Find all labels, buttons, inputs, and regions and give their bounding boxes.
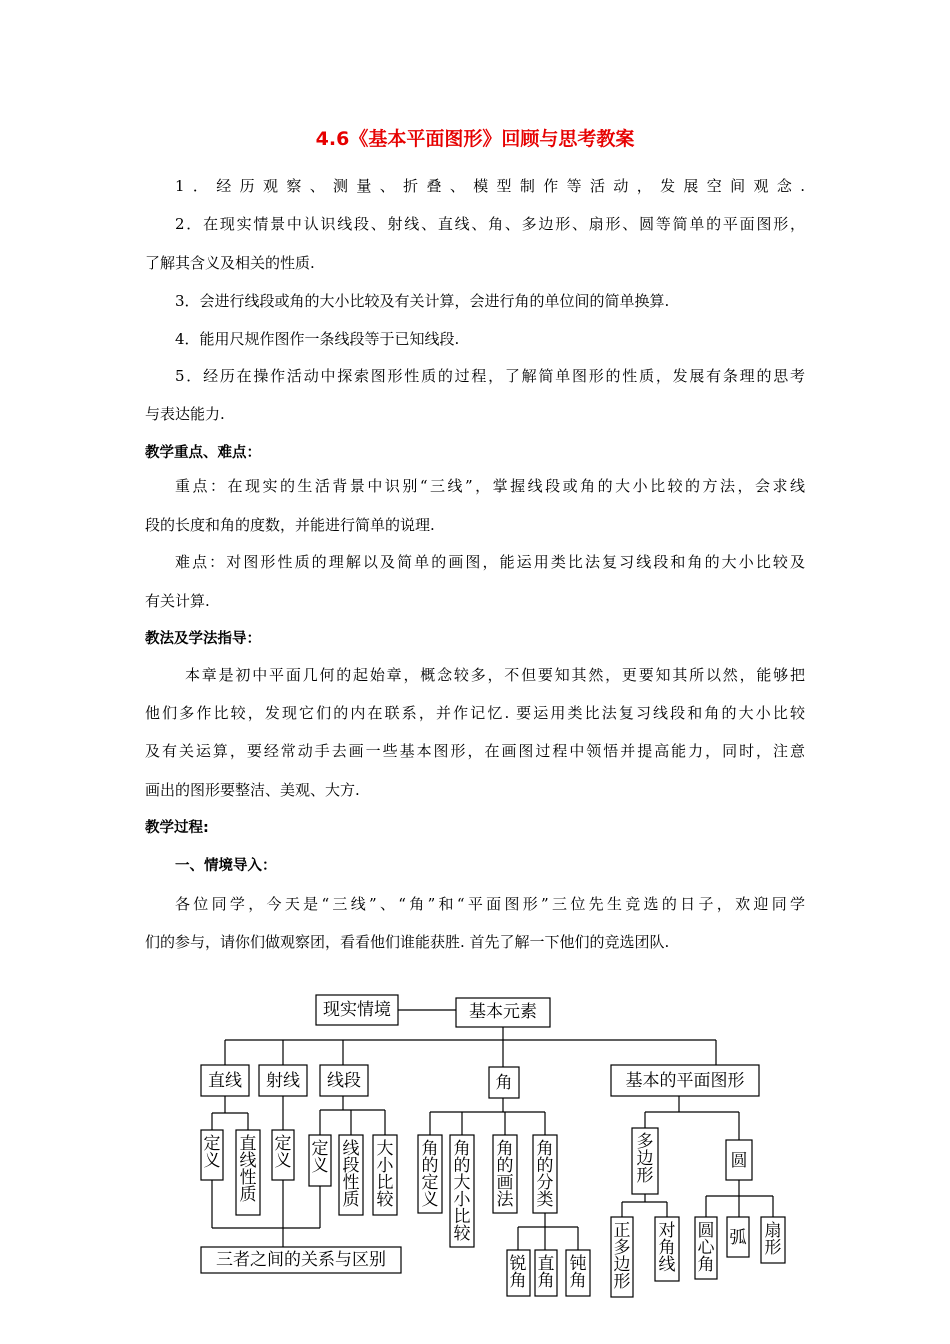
diagram-node-right: 直角 [537,1254,555,1291]
diagram-node-angle: 角 [495,1073,513,1093]
diagram-node-arc: 弧 [729,1228,747,1248]
diagram-node-def-ray: 定义 [274,1134,292,1171]
diagram-node-angle-class: 角的分类 [536,1139,554,1210]
diagram-node-angle-compare: 角的大小比较 [453,1139,471,1244]
objective-5: 5．经历在操作活动中探索图形性质的过程，了解简单图形的性质，发展有条理的思考 [175,367,805,385]
diagram-node-relations: 三者之间的关系与区别 [216,1250,386,1270]
diagram-node-line: 直线 [208,1071,242,1091]
methods-line-1: 本章是初中平面几何的起始章，概念较多，不但要知其然，更要知其所以然，能够把 [185,666,805,684]
objective-3: 3．会进行线段或角的大小比较及有关计算，会进行角的单位间的简单换算. [175,292,670,310]
diagram-node-basic-elements: 基本元素 [469,1002,537,1022]
diagram-node-polygon: 多边形 [636,1132,654,1186]
diagram-node-diagonal: 对角线 [658,1221,676,1275]
focus-line-1: 重点：在现实的生活背景中识别“三线”，掌握线段或角的大小比较的方法，会求线 [175,477,805,495]
intro-line-2: 们的参与，请你们做观察团，看看他们谁能获胜. 首先了解一下他们的竞选团队. [145,933,670,951]
process-heading: 教学过程: [145,820,209,836]
diagram-node-circle: 圆 [730,1151,748,1171]
diagram-node-reality: 现实情境 [323,1000,391,1020]
diagram-node-def-segment: 定义 [311,1139,329,1176]
objective-2: 2．在现实情景中认识线段、射线、直线、角、多边形、扇形、圆等简单的平面图形， [175,215,805,233]
objective-4: 4．能用尺规作图作一条线段等于已知线段. [175,330,460,348]
diagram-node-angle-draw: 角的画法 [496,1139,514,1210]
section-heading-1: 一、情境导入： [175,858,277,874]
methods-heading: 教法及学法指导： [145,631,261,647]
difficulty-line-2: 有关计算. [145,592,210,610]
diagram-node-angle-def: 角的定义 [421,1139,439,1210]
diagram-node-regular-polygon: 正多边形 [613,1221,631,1292]
objective-2-cont: 了解其含义及相关的性质. [145,254,315,272]
key-points-heading: 教学重点、难点： [145,445,261,461]
diagram-node-central-angle: 圆心角 [697,1221,715,1275]
intro-line-1: 各位同学，今天是“三线”、“角”和“平面图形”三位先生竞选的日子，欢迎同学 [175,895,805,913]
methods-line-4: 画出的图形要整洁、美观、大方. [145,781,360,799]
difficulty-line-1: 难点：对图形性质的理解以及简单的画图，能运用类比法复习线段和角的大小比较及 [175,553,805,571]
diagram-node-sector: 扇形 [764,1221,782,1258]
diagram-node-line-property: 直线性质 [239,1134,257,1205]
diagram-node-def-line: 定义 [203,1134,221,1171]
diagram-node-acute: 锐角 [509,1254,527,1291]
diagram-node-segment-property: 线段性质 [342,1139,360,1210]
diagram-node-ray: 射线 [266,1071,300,1091]
diagram-node-size-compare: 大小比较 [376,1139,394,1210]
diagram-node-obtuse: 钝角 [569,1254,587,1291]
methods-line-2: 他们多作比较，发现它们的内在联系，并作记忆. 要运用类比法复习线段和角的大小比较 [145,704,805,722]
diagram-node-basic-plane-figures: 基本的平面图形 [625,1071,745,1091]
objective-1: 1．经历观察、测量、折叠、模型制作等活动，发展空间观念. [175,177,805,195]
methods-line-3: 及有关运算，要经常动手去画一些基本图形，在画图过程中领悟并提高能力，同时，注意 [145,742,805,760]
objective-5-cont: 与表达能力. [145,405,225,423]
diagram-node-segment: 线段 [327,1071,361,1091]
document-title: 4.6《基本平面图形》回顾与思考教案 [315,128,635,150]
focus-line-2: 段的长度和角的度数，并能进行简单的说理. [145,516,435,534]
concept-tree-diagram [0,980,950,1310]
